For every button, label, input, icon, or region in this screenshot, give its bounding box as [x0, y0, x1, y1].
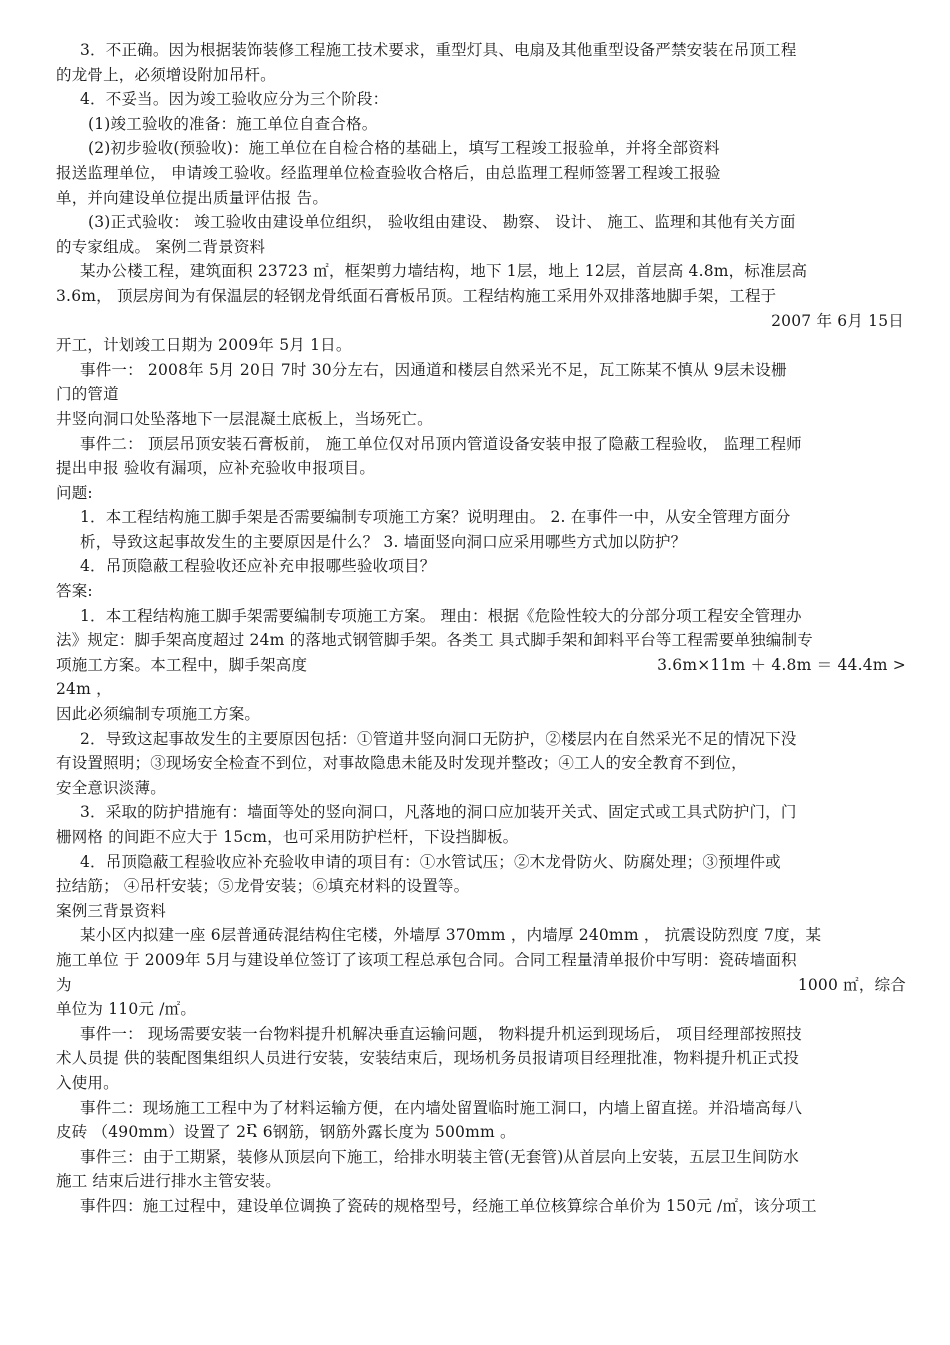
- text-line: 有设置照明；③现场安全检查不到位，对事故隐患未能及时发现并整改；④工人的安全教育不到位，: [56, 754, 747, 773]
- text-line: (2)初步验收(预验收)：施工单位在自检合格的基础上，填写工程竣工报验单，并将全部资料: [88, 139, 720, 158]
- text-line: 单位为 110元 /㎡。: [56, 1000, 197, 1019]
- text-line: (1)竣工验收的准备：施工单位自查合格。: [88, 114, 378, 133]
- text-line: 2．导致这起事故发生的主要原因包括：①管道井竖向洞口无防护，②楼层内在自然采光不足的情况下没: [80, 729, 797, 748]
- text-line: 3．不正确。因为根据装饰装修工程施工技术要求，重型灯具、电扇及其他重型设备严禁安装在吊顶工程: [80, 41, 797, 59]
- text-line: 提出申报 验收有漏项，应补充验收申报项目。: [56, 459, 376, 478]
- text-line: 3．采取的防护措施有：墙面等处的竖向洞口，凡落地的洞口应加装开关式、固定式或工具式防护门，门: [80, 803, 797, 822]
- text-line-right: 3.6m×11m ＋ 4.8m ＝ 44.4m >: [657, 655, 906, 674]
- text-line: 析，导致这起事故发生的主要原因是什么？ 3. 墙面竖向洞口应采用哪些方式加以防护？: [80, 532, 687, 551]
- text-line: 问题:: [56, 483, 93, 502]
- text-line: (3)正式验收： 竣工验收由建设单位组织， 验收组由建设、 勘察、 设计、 施工、监理和其他有关方面: [88, 213, 796, 232]
- text-line-split: [56, 653, 906, 678]
- text-line: 开工，计划竣工日期为 2009年 5月 1日。: [56, 336, 352, 355]
- text-line: 栅网格 的间距不应大于 15cm，也可采用防护栏杆，下设挡脚板。: [56, 828, 519, 846]
- text-line: 事件四：施工过程中，建设单位调换了瓷砖的规格型号，经施工单位核算综合单价为 150元 /㎡，该分项工: [80, 1196, 817, 1215]
- text-line: 2007 年 6月 15日: [771, 311, 904, 330]
- text-line: 安全意识淡薄。: [56, 778, 166, 797]
- text-line: 4．吊顶隐蔽工程验收应补充验收申请的项目有：①水管试压；②木龙骨防火、防腐处理；③预埋件或: [80, 852, 781, 871]
- text-line: 24m ，: [56, 680, 112, 699]
- text-line-left: 为: [56, 975, 72, 994]
- text-line: 事件一： 现场需要安装一台物料提升机解决垂直运输问题， 物料提升机运到现场后， 项目经理部按照技: [80, 1024, 802, 1043]
- text-line: 因此必须编制专项施工方案。: [56, 705, 261, 724]
- text-line: 答案:: [56, 582, 93, 601]
- text-line: 事件一： 2008年 5月 20日 7时 30分左右，因通道和楼层自然采光不足，瓦工陈某不慎从 9层未设栅: [80, 360, 787, 379]
- text-line: 某办公楼工程，建筑面积 23723 ㎡，框架剪力墙结构，地下 1层，地上 12层，首层高 4.8m，标准层高: [80, 262, 808, 281]
- text-line: 术人员提 供的装配图集组织人员进行安装，安装结束后，现场机务员报请项目经理批准，物料提升机正式投: [56, 1049, 800, 1068]
- text-line: 法》规定：脚手架高度超过 24m 的落地式钢管脚手架。各类工 具式脚手架和卸料平台等工程需要单独编制专: [56, 631, 813, 650]
- text-line-split: [56, 973, 906, 998]
- text-line: 事件二：现场施工工程中为了材料运输方便，在内墙处留置临时施工洞口，内墙上留直搓。并沿墙高每八: [80, 1098, 803, 1117]
- text-line: 施工 结束后进行排水主管安装。: [56, 1172, 281, 1191]
- text-line: 3.6m， 顶层房间为有保温层的轻钢龙骨纸面石膏板吊顶。工程结构施工采用外双排落地脚手架，工程于: [56, 286, 777, 305]
- text-line: 拉结筋； ④吊杆安装；⑤龙骨安装；⑥填充材料的设置等。: [56, 877, 470, 896]
- text-line: 1．本工程结构施工脚手架是否需要编制专项施工方案？说明理由。 2. 在事件一中，从安全管理方面分: [80, 508, 791, 527]
- text-line: 1．本工程结构施工脚手架需要编制专项施工方案。 理由：根据《危险性较大的分部分项工程安全管理办: [80, 606, 802, 625]
- text-line: 单，并向建设单位提出质量评估报 告。: [56, 188, 329, 207]
- text-line: 事件三：由于工期紧，装修从顶层向下施工，给排水明装主管(无套管)从首层向上安装，五层卫生间防水: [80, 1147, 799, 1166]
- text-line: 4．不妥当。因为竣工验收应分为三个阶段：: [80, 90, 389, 109]
- section-heading: 案例三背景资料: [56, 901, 166, 920]
- text-line-right: 1000 ㎡，综合: [797, 975, 906, 994]
- text-line: 报送监理单位， 申请竣工验收。经监理单位检查验收合格后，由总监理工程师签署工程竣工报验: [56, 163, 721, 182]
- text-line: 某小区内拟建一座 6层普通砖混结构住宅楼，外墙厚 370mm ，内墙厚 240mm ， 抗震设防烈度 7度，某: [80, 926, 822, 945]
- text-line: 的龙骨上，必须增设附加吊杆。: [56, 65, 276, 84]
- text-line: 施工单位 于 2009年 5月与建设单位签订了该项工程总承包合同。合同工程量清单报价中写明：瓷砖墙面积: [56, 950, 797, 969]
- text-line: 事件二： 顶层吊顶安装石膏板前， 施工单位仅对吊顶内管道设备安装申报了隐蔽工程验收， 监理工程师: [80, 434, 802, 453]
- text-line: 门的管道: [56, 385, 119, 404]
- text-line: 的专家组成。 案例二背景资料: [56, 237, 266, 256]
- text-line-left: 项施工方案。本工程中，脚手架高度: [56, 655, 308, 674]
- text-line: 4．吊顶隐蔽工程验收还应补充申报哪些验收项目？: [80, 557, 436, 576]
- text-line: 皮砖 （490mm）设置了 2Ⴀ 6钢筋，钢筋外露长度为 500mm 。: [56, 1123, 516, 1142]
- text-line: 井竖向洞口处坠落地下一层混凝土底板上，当场死亡。: [56, 409, 433, 428]
- text-line: 入使用。: [56, 1073, 119, 1092]
